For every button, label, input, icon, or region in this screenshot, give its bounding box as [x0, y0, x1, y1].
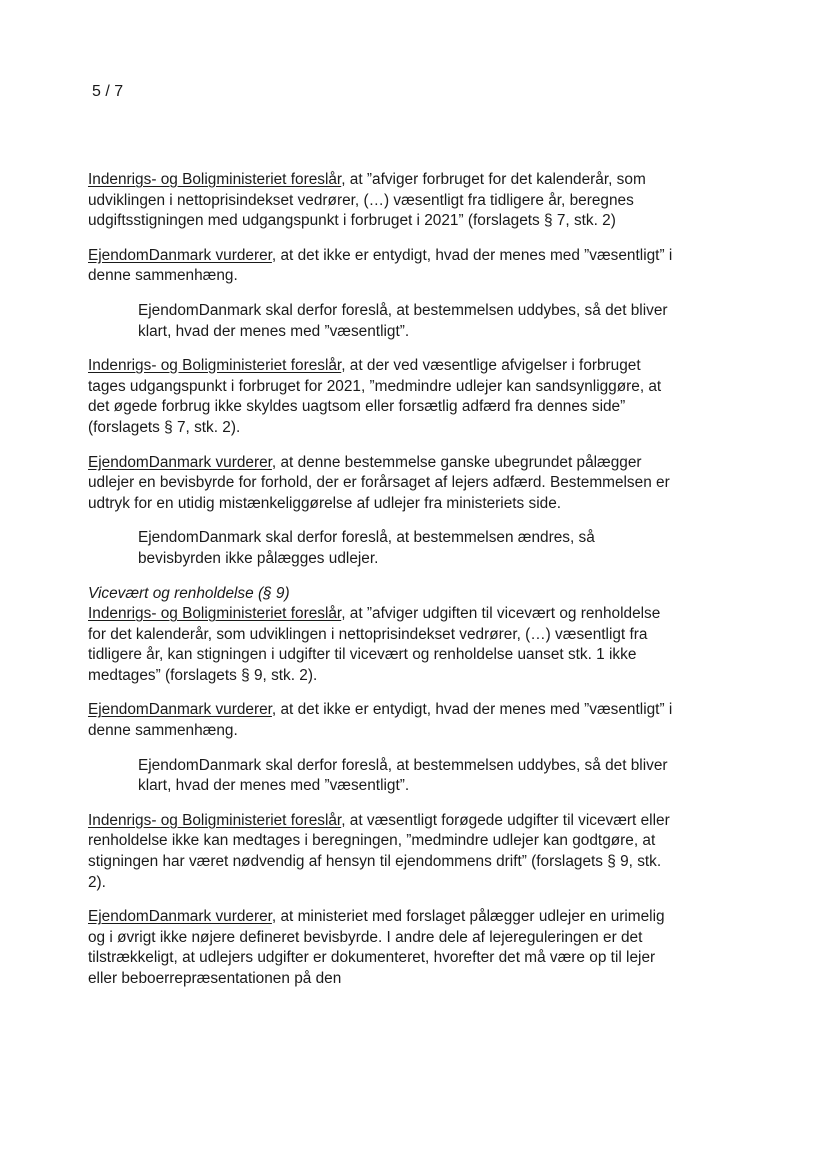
paragraph-ministry-proposal — [88, 604, 680, 686]
page-number: 5 / 7 — [92, 83, 124, 100]
paragraph-lead: Indenrigs- og Boligministeriet foreslår — [88, 605, 342, 623]
paragraph-lead: EjendomDanmark vurderer — [88, 701, 272, 719]
document-body — [88, 170, 680, 1004]
paragraph-lead: EjendomDanmark vurderer — [88, 246, 272, 264]
paragraph-text: , at væsentligt forøgede udgifter til vicevært eller renholdelse ikke kan medtages i beregningen, ”medmindre udlejer kan godtgøre, at stigningen har været nødvendig af hensyn til ejendommens drift” (forslagets § 9, stk. 2). — [88, 811, 670, 891]
paragraph-recommendation: EjendomDanmark skal derfor foreslå, at bestemmelsen uddybes, så det bliver klart, hvad der menes med ”væsentligt”. — [138, 301, 668, 340]
paragraph-text: , at det ikke er entydigt, hvad der menes med ”væsentligt” i denne sammenhæng. — [88, 246, 673, 285]
paragraph-lead: EjendomDanmark vurderer — [88, 908, 272, 926]
paragraph-text: , at det ikke er entydigt, hvad der menes med ”væsentligt” i denne sammenhæng. — [88, 701, 673, 740]
paragraph-ministry-proposal — [88, 170, 680, 232]
paragraph-ministry-proposal — [88, 356, 680, 438]
paragraph-text: , at denne bestemmelse ganske ubegrundet pålægger udlejer en bevisbyrde for forhold, der er forårsaget af lejers adfærd. Bestemmelsen er udtryk for en utidig mistænkeliggørelse af udlejer fra ministeriets side. — [88, 453, 670, 512]
paragraph-assessment — [88, 907, 680, 989]
section-heading: Vicevært og renholdelse (§ 9) — [88, 584, 290, 602]
paragraph-ministry-proposal — [88, 811, 680, 893]
paragraph-assessment — [88, 453, 680, 515]
paragraph-text: , at ministeriet med forslaget pålægger udlejer en urimelig og i øvrigt ikke nøjere defineret bevisbyrde. I andre dele af lejereguleringen er det tilstrækkeligt, at udlejers udgifter er dokumenteret, hvorefter det må være op til lejer eller beboerrepræsentationen på den — [88, 908, 665, 987]
paragraph-lead: Indenrigs- og Boligministeriet foreslår — [88, 171, 342, 188]
paragraph-text: , at ”afviger forbruget for det kalenderår, som udviklingen i nettoprisindekset vedrører, (…) væsentligt fra tidligere år, beregnes udgiftsstigningen med udgangspunkt i forbruget i 2021” (forslagets § 7, stk. 2) — [88, 171, 646, 230]
paragraph-assessment — [88, 246, 680, 287]
paragraph-lead: Indenrigs- og Boligministeriet foreslår — [88, 811, 342, 829]
paragraph-assessment — [88, 700, 680, 741]
paragraph-text: , at der ved væsentlige afvigelser i forbruget tages udgangspunkt i forbruget for 2021, ”medmindre udlejer kan sandsynliggøre, at det øgede forbrug ikke skyldes uagtsom eller forsætlig adfærd fra dennes side” (forslagets § 7, stk. 2). — [88, 357, 662, 436]
paragraph-lead: Indenrigs- og Boligministeriet foreslår — [88, 357, 342, 375]
paragraph-recommendation: EjendomDanmark skal derfor foreslå, at bestemmelsen ændres, så bevisbyrden ikke pålægges udlejer. — [138, 529, 595, 567]
paragraph-recommendation: EjendomDanmark skal derfor foreslå, at bestemmelsen uddybes, så det bliver klart, hvad der menes med ”væsentligt”. — [138, 756, 668, 795]
paragraph-text: , at ”afviger udgiften til vicevært og renholdelse for det kalenderår, som udviklingen i nettoprisindekset vedrører, (…) væsentligt fra tidligere år, kan stigningen i udgifter til vicevært og renholdelse uanset stk. 1 ikke medtages” (forslagets § 9, stk. 2). — [88, 605, 661, 684]
paragraph-lead: EjendomDanmark vurderer — [88, 453, 272, 471]
